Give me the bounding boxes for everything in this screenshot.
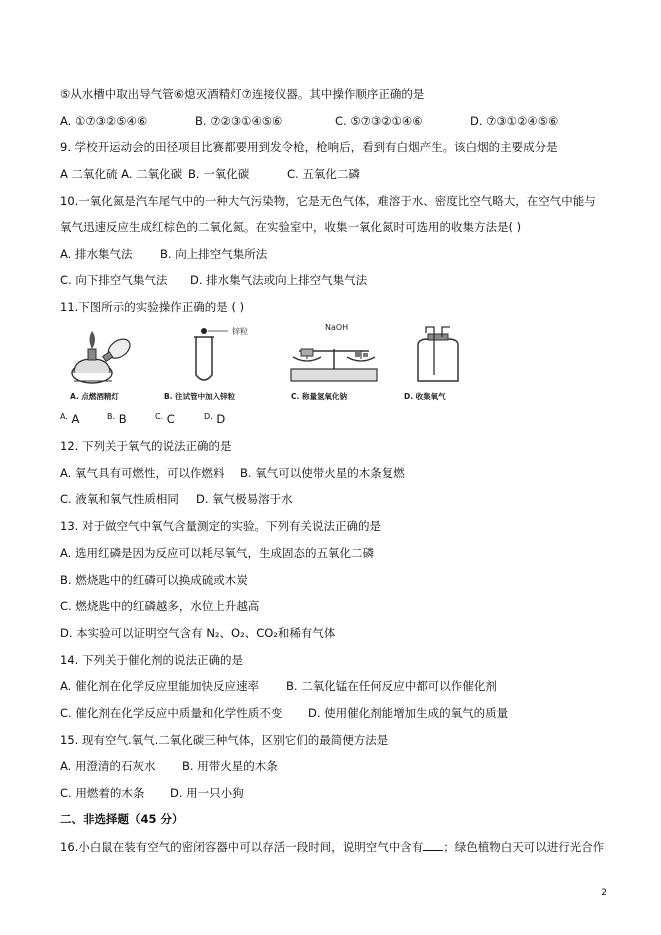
figure-a-lighting-lamp [62,325,152,403]
q14-option-a: A. 催化剂在化学反应里能加快反应速率 [60,679,259,693]
page-number: 2 [601,888,607,898]
q16-stem-before-blank: 16.小白鼠在装有空气的密闭容器中可以存活一段时间，说明空气中含有 [60,840,424,854]
section-2-heading: 二、非选择题（45 分） [60,812,184,826]
q14-stem: 14. 下列关于催化剂的说法正确的是 [60,653,243,667]
q12-option-a: A. 氧气具有可燃性，可以作燃料 [60,466,225,480]
q8-options [60,113,558,129]
q14-option-d: D. 使用催化剂能增加生成的氧气的质量 [308,706,509,720]
q13-option-a: A. 选用红磷是因为反应可以耗尽氧气，生成固态的五氧化二磷 [60,546,374,560]
q13-stem: 13. 对于做空气中氧气含量测定的实验。下列有关说法正确的是 [60,519,381,533]
figure-b-caption: B. 往试管中加入锌粒 [164,392,236,401]
test-tube-icon [168,325,268,387]
figure-c-caption: C. 称量氢氧化钠 [291,392,347,401]
q13-option-b: B. 燃烧匙中的红磷可以换成硫或木炭 [60,573,248,587]
zinc-label: 锌粒 [232,327,248,336]
q8-stem-tail: ⑤从水槽中取出导气管⑥熄灭酒精灯⑦连接仪器。其中操作顺序正确的是 [60,87,425,101]
q10-options-2 [60,272,367,288]
q10-option-c: C. 向下排空气集气法 [60,273,168,287]
q8-option-a: A. ①⑦③②⑤④⑥ [60,114,148,128]
q8-option-d: D. ⑦③①②④⑤⑥ [470,114,559,128]
q15-stem: 15. 现有空气.氧气.二氧化碳三种气体，区别它们的最简便方法是 [60,733,389,747]
q13-option-d: D. 本实验可以证明空气含有 N₂、O₂、CO₂和稀有气体 [60,626,336,640]
figure-d-collecting-oxygen [400,325,480,403]
q15-option-a: A. 用澄清的石灰水 [60,759,156,773]
q9-option-a: A 二氧化硫 A. 二氧化碳 [60,167,183,181]
q10-stem-2: 氧气迅速反应生成红棕色的二氧化氮。在实验室中，收集一氧化氮时可选用的收集方法是( ) [60,220,522,234]
gas-bottle-icon [400,325,480,387]
q10-option-b: B. 向上排空气集所法 [160,247,268,261]
q11-option-b: $^{B.}$ B [107,412,127,426]
q12-option-c: C. 液氧和氧气性质相同 [60,492,179,506]
q8-option-c: C. ⑤⑦③②①④⑥ [335,114,423,128]
q12-option-d: D. 氧气极易溶于水 [196,492,293,506]
q10-option-d: D. 排水集气法或向上排空气集气法 [190,273,368,287]
figure-c-weighing-naoh [285,325,385,403]
q13-option-c: C. 燃烧匙中的红磷越多，水位上升越高 [60,599,260,613]
naoh-label: NaOH [325,323,349,332]
q15-options-1 [60,758,278,774]
q15-option-b: B. 用带火星的木条 [182,759,278,773]
q16-answer-blank[interactable] [423,838,443,851]
q11-option-d: $^{D.}$ D [204,412,226,426]
q8-option-b: B. ⑦②③①④⑤⑥ [195,114,283,128]
q9-options [60,166,360,182]
q9-stem: 9. 学校开运动会的田径项目比赛都要用到发令枪，枪响后，看到有白烟产生。该白烟的主要成分是 [60,140,558,154]
q14-options-1 [60,678,497,694]
q11-option-c: $^{C.}$ C [155,412,175,426]
q15-option-d: D. 用一只小狗 [170,786,244,800]
q9-option-c: C. 五氧化二磷 [287,167,360,181]
q11-option-a: $^{A.}$ A [60,412,80,426]
q12-stem: 12. 下列关于氧气的说法正确的是 [60,439,232,453]
q10-options-1 [60,246,267,262]
q12-options-1 [60,465,405,481]
alcohol-lamp-icon [62,325,152,387]
figure-d-caption: D. 收集氧气 [404,392,446,401]
q9-option-b: B. 一氧化碳 [188,167,250,181]
q16-stem-after-blank: ；绿色植物白天可以进行光合作 [443,840,605,854]
figure-b-adding-zinc [164,325,268,403]
figure-a-caption: A. 点燃酒精灯 [70,392,119,401]
balance-icon [285,325,385,387]
q14-options-2 [60,705,508,721]
q11-stem: 11.下图所示的实验操作正确的是 ( ) [60,300,245,314]
q12-options-2 [60,491,293,507]
q14-option-c: C. 催化剂在化学反应中质量和化学性质不变 [60,706,283,720]
q10-option-a: A. 排水集气法 [60,247,133,261]
q14-option-b: B. 二氧化锰在任何反应中都可以作催化剂 [286,679,497,693]
q16-stem [60,838,604,855]
q10-stem-1: 10.一氧化氮是汽车尾气中的一种大气污染物，它是无色气体，难溶于水、密度比空气略大，在空气中能与 [60,194,596,208]
q15-option-c: C. 用燃着的木条 [60,786,145,800]
q15-options-2 [60,785,244,801]
q12-option-b: B. 氧气可以使带火星的木条复燃 [240,466,405,480]
